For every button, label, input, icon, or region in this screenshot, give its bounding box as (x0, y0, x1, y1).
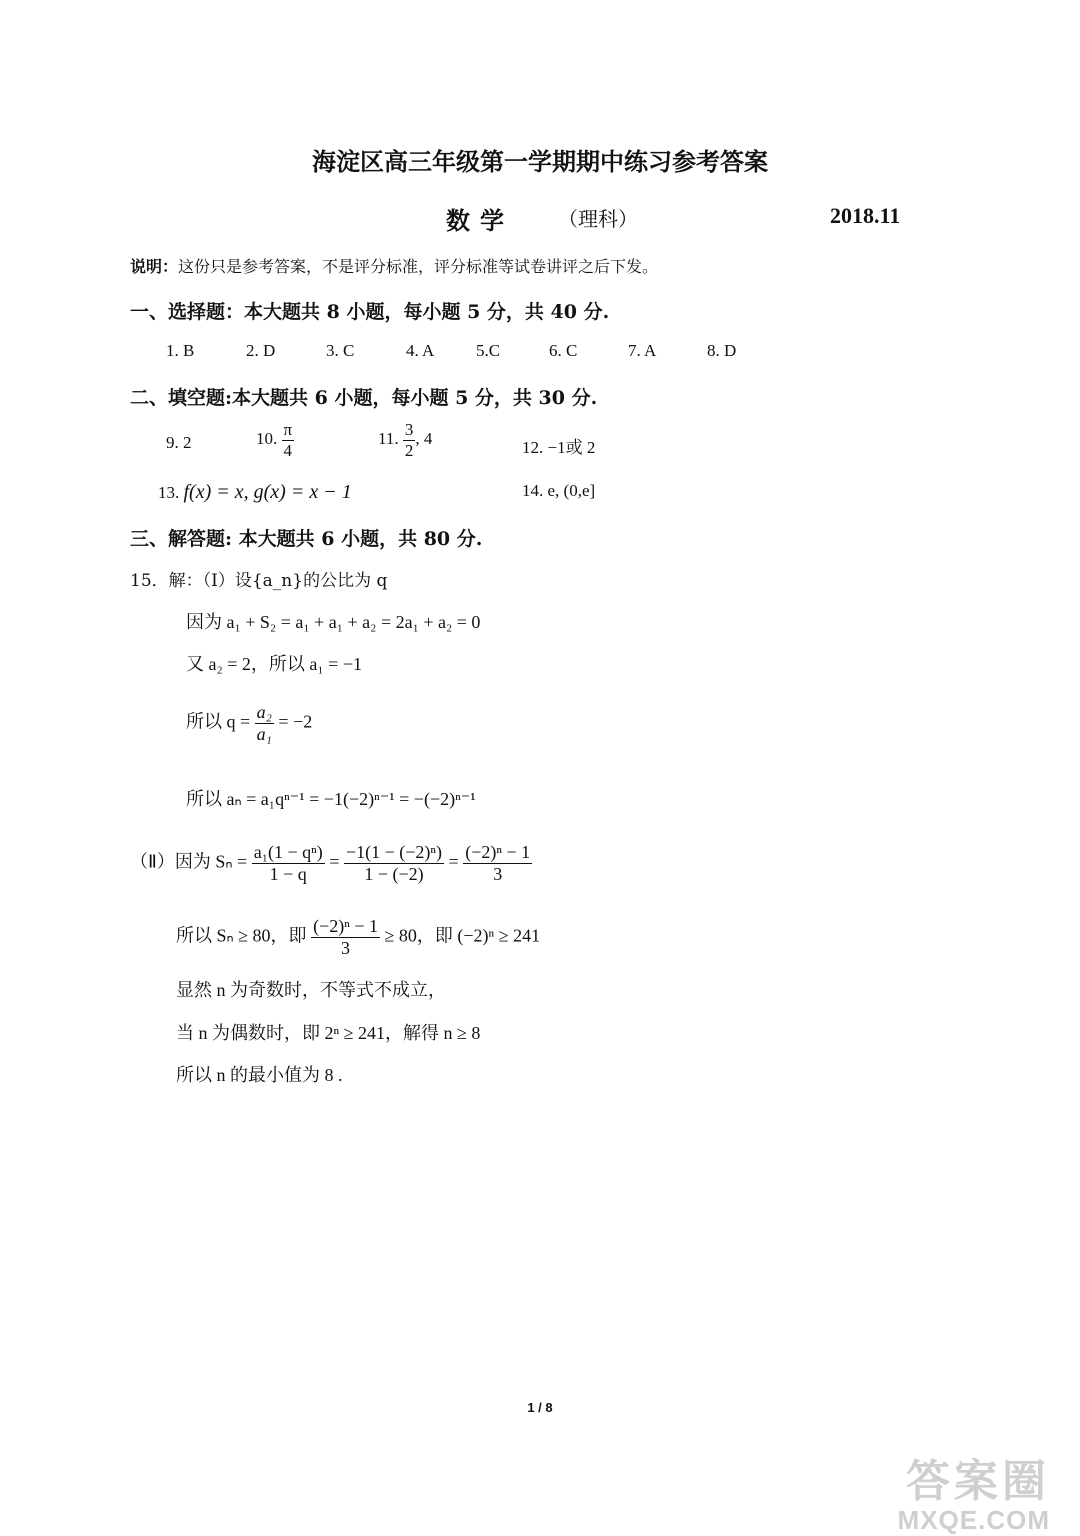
fb-10-fraction (282, 420, 295, 460)
q15-l5-post: ≥ 80，即 (−2)ⁿ ≥ 241 (384, 925, 541, 946)
fb-11-fraction (403, 420, 416, 460)
q15-line-6: 显然 n 为奇数时，不等式不成立， (176, 980, 446, 1000)
q15-p2-eq-2: = (448, 851, 459, 872)
q15-l3-denominator: a₁ (256, 723, 272, 744)
mc-answer-2: 2. D (246, 341, 276, 360)
mc-answer-6: 6. C (549, 341, 578, 360)
fb-answer-14: 14. e, (0,e] (522, 481, 596, 500)
q15-line-1: 因为 a₁ + S₂ = a₁ + a₁ + a₂ = 2a₁ + a₂ = 0 (186, 612, 481, 632)
q15-l3-fraction (255, 702, 274, 744)
q15-p2-f3-numerator: (−2)ⁿ − 1 (465, 842, 531, 862)
q15-p2-fraction-2 (344, 842, 444, 884)
mc-answer-5: 5.C (476, 341, 501, 360)
mc-answer-3: 3. C (326, 341, 355, 360)
q15-line-5 (176, 916, 540, 958)
fb-11-label: 11. (378, 428, 399, 448)
fb-10-denominator: 4 (282, 440, 295, 461)
fb-13-label: 13. (158, 483, 180, 502)
section-multiple-choice-heading: 一、选择题：本大题共 8 小题，每小题 5 分，共 40 分. (130, 301, 610, 323)
mc-answer-8: 8. D (707, 341, 737, 360)
watermark (898, 1445, 1050, 1536)
subject-note: （理科） (558, 207, 638, 231)
watermark-logo: 答案圈 (906, 1457, 1050, 1506)
q15-line-4: 所以 aₙ = a₁qⁿ⁻¹ = −1(−2)ⁿ⁻¹ = −(−2)ⁿ⁻¹ (186, 789, 476, 809)
fb-11-denominator: 2 (404, 440, 414, 460)
page-title: 海淀区高三年级第一学期期中练习参考答案 (312, 147, 768, 176)
q15-l3-numerator: a₂ (256, 702, 272, 722)
q15-l5-pre: 所以 Sₙ ≥ 80，即 (176, 925, 307, 946)
instruction-note (130, 254, 658, 277)
q15-p2-f3-denominator: 3 (463, 863, 532, 885)
page-number: 1 / 8 (527, 1400, 553, 1415)
q15-line-8: 所以 n 的最小值为 8 . (176, 1065, 343, 1085)
mc-answer-4: 4. A (406, 341, 435, 360)
fb-answer-9: 9. 2 (166, 433, 192, 452)
q15-p2-f2-numerator: −1(1 − (−2)ⁿ) (345, 842, 443, 862)
q15-intro: 15．解：（Ⅰ）设{a_n}的公比为 q (130, 571, 388, 591)
fb-13-expression: f(x) = x, g(x) = x − 1 (183, 481, 352, 503)
exam-date: 2018.11 (830, 203, 901, 228)
fb-answer-10 (256, 420, 294, 460)
fb-11-numerator: 3 (404, 420, 414, 439)
q15-part2-line (130, 842, 532, 884)
fb-10-label: 10. (256, 428, 278, 448)
section-solutions-heading: 三、解答题: 本大题共 6 小题，共 80 分. (130, 528, 483, 550)
mc-answer-1: 1. B (166, 341, 195, 360)
q15-p2-fraction-1 (252, 842, 325, 884)
mc-answer-7: 7. A (628, 341, 657, 360)
q15-p2-f2-denominator: 1 − (−2) (344, 863, 444, 885)
note-text: 这份只是参考答案，不是评分标准，评分标准等试卷讲评之后下发。 (178, 257, 659, 276)
watermark-url: MXQE.COM (897, 1505, 1050, 1535)
note-label: 说明： (130, 257, 179, 276)
q15-p2-f1-denominator: 1 − q (252, 863, 325, 885)
q15-p2-pre: （Ⅱ）因为 Sₙ = (130, 851, 248, 872)
q15-l3-post: = −2 (278, 711, 313, 732)
q15-line-2: 又 a₂ = 2，所以 a₁ = −1 (186, 654, 362, 674)
q15-l3-pre: 所以 q = (186, 711, 251, 732)
fb-11-tail: , 4 (415, 428, 433, 448)
q15-p2-f1-numerator: a₁(1 − qⁿ) (253, 842, 323, 862)
fb-10-numerator: π (283, 420, 293, 439)
q15-l5-fraction (311, 916, 380, 958)
q15-l5-numerator: (−2)ⁿ − 1 (313, 916, 379, 936)
q15-p2-fraction-3 (463, 842, 532, 884)
section-fill-blank-heading: 二、填空题:本大题共 6 小题，每小题 5 分，共 30 分. (130, 387, 598, 409)
fb-answer-12: 12. −1或 2 (522, 438, 596, 457)
subject-title: 数学 (446, 206, 514, 235)
q15-p2-eq-1: = (329, 851, 340, 872)
fb-answer-11 (378, 420, 432, 460)
q15-line-7: 当 n 为偶数时，即 2ⁿ ≥ 241，解得 n ≥ 8 (176, 1023, 481, 1043)
fb-answer-13 (158, 481, 352, 504)
q15-l5-denominator: 3 (311, 937, 380, 959)
q15-line-3 (186, 702, 312, 744)
